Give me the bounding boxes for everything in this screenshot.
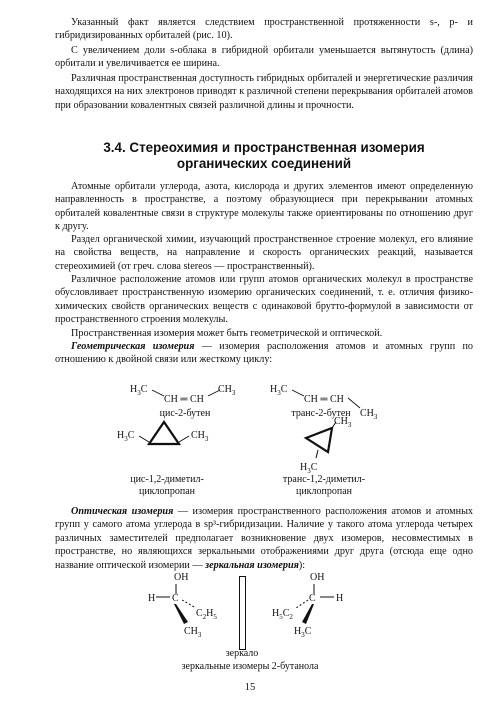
cis-cyclo-caption-line1: цис-1,2-диметил-: [130, 474, 204, 485]
paragraph-optical-isomerism: [55, 505, 473, 572]
para3-text: Различная пространственная доступность гибридных орбиталей и энергетические различия находящихся на них электронов приводят к различной степени перекрывания орбиталей атомов при образовании ковалентных связей различной длины и прочности.: [55, 73, 473, 111]
mirror-line: [239, 576, 246, 650]
cis-dimethylcyclopropane-structure: [117, 418, 227, 458]
optical-term: Оптическая изомерия: [71, 506, 174, 517]
left-oh: OH: [174, 572, 189, 583]
cis-butene-caption: цис-2-бутен: [159, 408, 211, 419]
cis-cyclo-caption-line2: циклопропан: [138, 486, 196, 497]
mirror-label: зеркало: [225, 648, 259, 659]
cis-butene-h3c: $H_3C$: [130, 384, 148, 397]
para6-text: Различное расположение атомов или групп атомов органических молекул в пространстве обусловливает пространственную изомерию органических соединений, т. е. отличия физико-химических свойств органических веществ с одинаковой брутто-формулой в зависимости от пространственного строения молекулы.: [55, 274, 473, 326]
trans-dimethylcyclopropane-structure: [296, 414, 376, 474]
right-h5c2: $H_5C_2$: [272, 608, 293, 621]
right-oh: OH: [310, 572, 325, 583]
cis-cyclo-caption: [112, 474, 222, 498]
cis-cyclo-ch3: $CH_3$: [191, 430, 209, 443]
section-heading: [55, 140, 473, 172]
right-c: C: [309, 593, 316, 604]
page-number: 15: [244, 682, 256, 693]
para4-text: Атомные орбитали углерода, азота, кислорода и других элементов имеют определенную направленность в пространстве, а поэтому образующиеся при перекрывании атомных орбиталей ковалентные связи в структуре молекулы также ориентированы по отношению друг к другу.: [55, 181, 473, 233]
mirror-isomers-caption: зеркальные изомеры 2-бутанола: [181, 661, 319, 672]
butanol-enantiomer-left: [148, 570, 228, 645]
geometric-term: Геометрическая изомерия: [71, 341, 195, 352]
optical-text: — изомерия пространственного расположения атомов и атомных групп у самого атома углерода в sp³-гибридизации. Наличие у такого атома углерода четырех различных заместителей предполагает возникновение двух изомеров, несовместимых в пространстве, но являющихся зеркальными отображениями друг друга (отсюда еще одно название оптической изомерии —: [55, 506, 474, 571]
mirror-term: зеркальная изомерия: [205, 559, 299, 571]
cis-cyclo-h3c: $H_3C$: [117, 430, 135, 443]
trans-cyclo-h3c: $H_3C$: [300, 462, 318, 475]
para5-text: Раздел органической химии, изучающий пространственное строение молекул, его влияние на свойства веществ, на направление и скорость органических реакций, называется стереохимией (от греч. слова stereos — пространственный).: [55, 234, 473, 272]
heading-line-2: органических соединений: [176, 156, 352, 171]
cis-butene-ch-ch: CH ═ CH: [164, 394, 204, 405]
trans-cyclo-ch3: $CH_3$: [334, 416, 352, 429]
paragraph-s-cloud: [55, 44, 473, 71]
para1-text: Указанный факт является следствием пространственной протяженности s-, p- и гибридизированных орбиталей (рис. 10).: [55, 17, 473, 42]
butanol-enantiomer-right: [272, 570, 362, 645]
trans-cyclo-caption-line1: транс-1,2-диметил-: [282, 474, 366, 485]
left-c2h5: $C_2H_5$: [196, 608, 217, 621]
left-c: C: [172, 593, 179, 604]
geometric-text: — изомерия расположения атомов и атомных групп по отношению к двойной связи или жесткому циклу:: [55, 341, 473, 366]
optical-text-end: ):: [298, 559, 306, 571]
trans-butene-ch-ch: CH ═ CH: [304, 394, 344, 405]
paragraph-spatial-isomerism: [55, 273, 473, 327]
trans-butene-ch3: $CH_3$: [360, 408, 378, 421]
paragraph-stereochemistry: [55, 233, 473, 273]
para7-text: Пространственная изомерия может быть геометрической и оптической.: [71, 328, 383, 339]
heading-line-1: 3.4. Стереохимия и пространственная изомерия: [103, 140, 425, 155]
right-h: H: [336, 593, 344, 604]
paragraph-geometric-isomerism: [55, 340, 473, 367]
paragraph-orbital-direction: [55, 180, 473, 234]
left-ch3: $CH_3$: [184, 626, 202, 639]
paragraph-orbital-extension: [55, 16, 473, 43]
trans-butene-h3c: $H_3C$: [270, 384, 288, 397]
para2-text: С увеличением доли s-облака в гибридной орбитали уменьшается вытянутость (длина) орбитали и увеличивается ее ширина.: [55, 45, 473, 70]
cis-butene-ch3: $CH_3$: [218, 384, 236, 397]
paragraph-isomerism-types: [55, 327, 473, 340]
paragraph-hybrid-differences: [55, 72, 473, 112]
right-h3c: $H_3C$: [294, 626, 312, 639]
trans-butene-caption: транс-2-бутен: [291, 408, 351, 419]
trans-cyclo-caption-line2: циклопропан: [295, 486, 353, 497]
left-h: H: [148, 593, 156, 604]
trans-cyclo-caption: [268, 474, 380, 498]
